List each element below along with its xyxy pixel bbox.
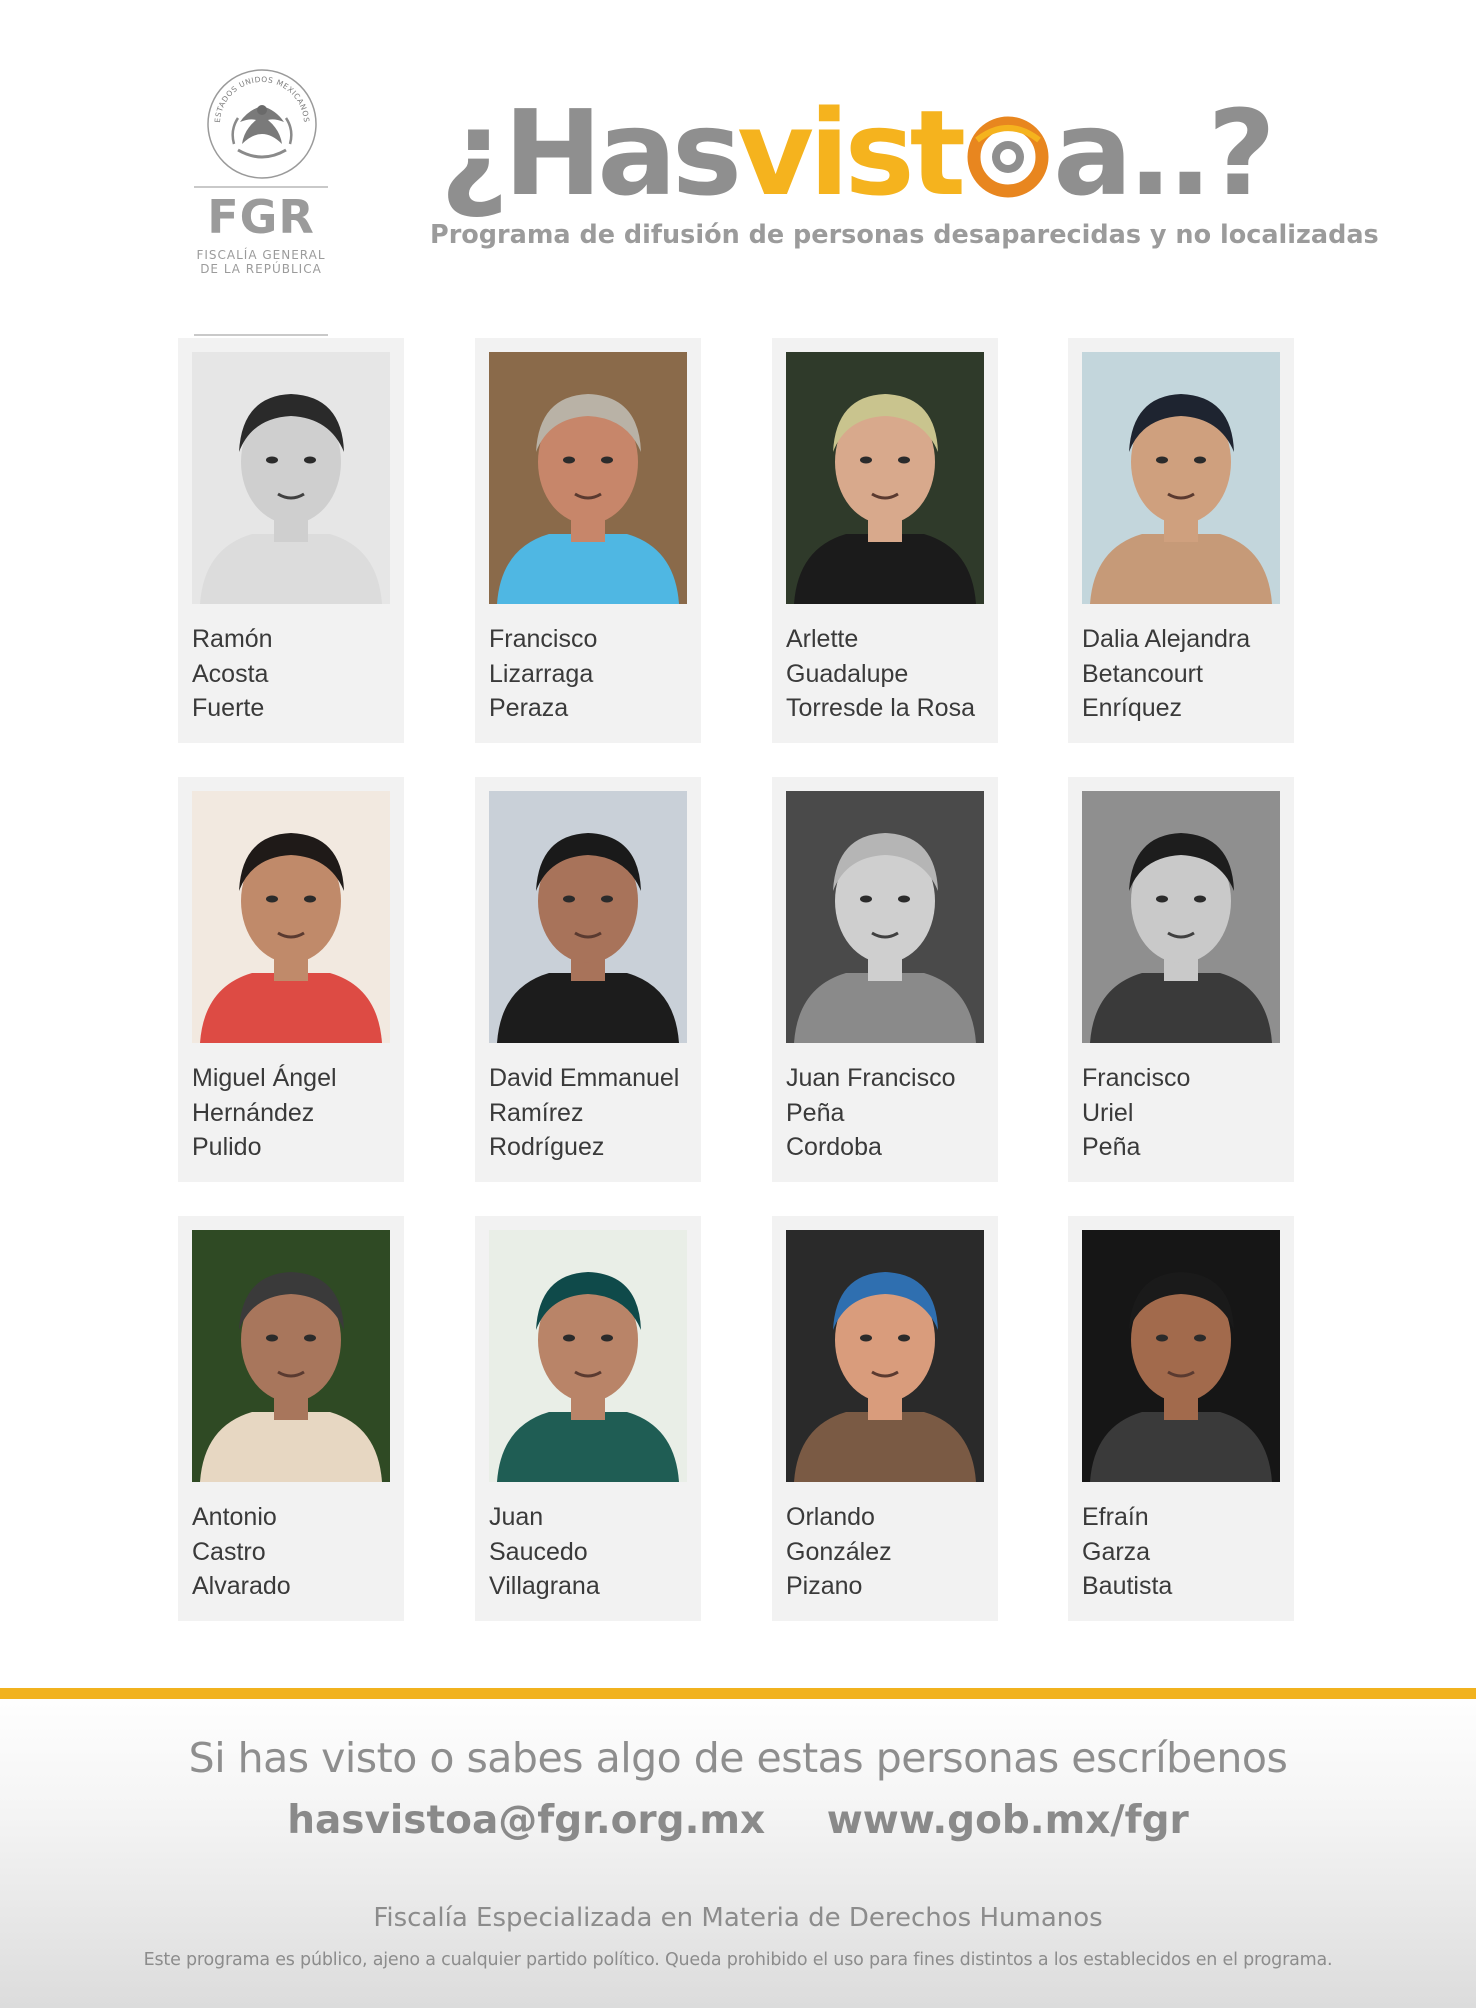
person-name-line: Dalia Alejandra	[1082, 625, 1251, 653]
person-card	[1068, 338, 1294, 743]
person-name	[786, 1500, 998, 1604]
person-name-line: Bautista	[1082, 1572, 1173, 1600]
person-name-line: Uriel	[1082, 1098, 1134, 1127]
person-name-line: Fuerte	[192, 694, 265, 722]
person-name-line: Francisco	[1082, 1064, 1191, 1092]
person-name-line: Antonio	[192, 1503, 277, 1531]
contact-info	[0, 1798, 1476, 1843]
person-photo	[1082, 791, 1280, 1043]
person-card	[475, 1216, 701, 1621]
logo-divider	[194, 186, 328, 188]
person-name-line: González	[786, 1537, 892, 1566]
portrait-illustration	[1082, 791, 1280, 1043]
contact-email-link[interactable]: hasvistoa@fgr.org.mx	[287, 1798, 766, 1843]
portrait-illustration	[489, 1230, 687, 1482]
person-photo	[192, 791, 390, 1043]
logo-subtitle-line-1: FISCALÍA GENERAL	[196, 248, 326, 262]
person-name-line: Betancourt	[1082, 659, 1203, 688]
person-name-line: Alvarado	[192, 1572, 291, 1600]
footer-accent-bar	[0, 1688, 1476, 1699]
program-tagline: Programa de difusión de personas desaparecidas y no localizadas	[430, 220, 1379, 250]
person-name-line: Pulido	[192, 1133, 262, 1161]
person-name-line: Orlando	[786, 1503, 875, 1531]
person-name	[1082, 622, 1294, 726]
person-name-line: Miguel Ángel	[192, 1064, 337, 1092]
person-name	[192, 1500, 404, 1604]
person-card	[475, 777, 701, 1182]
person-photo	[786, 791, 984, 1043]
person-photo	[489, 1230, 687, 1482]
title-part-has: ¿Has	[440, 84, 738, 222]
portrait-illustration	[1082, 352, 1280, 604]
person-card	[1068, 1216, 1294, 1621]
portrait-illustration	[489, 352, 687, 604]
person-name-line: Ramón	[192, 625, 273, 653]
portrait-illustration	[192, 791, 390, 1043]
person-card	[772, 777, 998, 1182]
person-photo	[192, 1230, 390, 1482]
contact-website-link[interactable]: www.gob.mx/fgr	[826, 1798, 1189, 1843]
person-photo	[786, 1230, 984, 1482]
title-part-a: a..?	[1053, 84, 1271, 222]
program-title	[440, 84, 1271, 222]
person-name-line: Francisco	[489, 625, 598, 653]
person-name	[489, 1061, 701, 1165]
eye-icon	[967, 116, 1049, 198]
person-photo	[489, 352, 687, 604]
portrait-illustration	[786, 352, 984, 604]
portrait-illustration	[1082, 1230, 1280, 1482]
person-name-line: Lizarraga	[489, 659, 594, 688]
person-photo	[489, 791, 687, 1043]
person-name	[786, 1061, 998, 1165]
portrait-illustration	[192, 352, 390, 604]
person-name-line: Juan	[489, 1503, 544, 1531]
portrait-illustration	[489, 791, 687, 1043]
person-name-line: Torresde la Rosa	[786, 694, 975, 722]
person-name-line: Saucedo	[489, 1537, 588, 1566]
person-name	[1082, 1061, 1294, 1165]
person-name	[192, 1061, 404, 1165]
person-name-line: Acosta	[192, 659, 269, 688]
person-photo	[1082, 1230, 1280, 1482]
person-name-line: Peraza	[489, 694, 569, 722]
fgr-logo	[190, 62, 332, 280]
seal-text: ESTADOS UNIDOS MEXICANOS	[212, 74, 312, 124]
person-name-line: Cordoba	[786, 1133, 882, 1161]
person-name-line: Peña	[1082, 1133, 1141, 1161]
person-card	[475, 338, 701, 743]
logo-subtitle-line-2: DE LA REPÚBLICA	[200, 262, 322, 276]
person-name	[489, 622, 701, 726]
portrait-illustration	[786, 1230, 984, 1482]
person-photo	[786, 352, 984, 604]
person-card	[1068, 777, 1294, 1182]
person-card	[178, 338, 404, 743]
person-name-line: Juan Francisco	[786, 1064, 956, 1092]
person-photo	[1082, 352, 1280, 604]
call-to-action: Si has visto o sabes algo de estas personas escríbenos	[188, 1734, 1288, 1782]
program-brand	[430, 84, 1379, 268]
office-name: Fiscalía Especializada en Materia de Derechos Humanos	[373, 1903, 1103, 1933]
person-card	[772, 1216, 998, 1621]
person-name-line: Rodríguez	[489, 1133, 605, 1161]
person-name	[192, 622, 404, 726]
mexican-seal-icon	[204, 66, 320, 182]
title-part-vist: vist	[737, 84, 962, 222]
person-name-line: Guadalupe	[786, 659, 909, 688]
portrait-illustration	[192, 1230, 390, 1482]
person-name	[1082, 1500, 1294, 1604]
person-name-line: Villagrana	[489, 1572, 600, 1600]
person-name	[786, 622, 998, 726]
person-name-line: Ramírez	[489, 1098, 584, 1127]
person-photo	[192, 352, 390, 604]
footer	[0, 1688, 1476, 2008]
person-name-line: Arlette	[786, 625, 859, 653]
logo-subtitle	[190, 248, 332, 276]
person-name-line: Efraín	[1082, 1503, 1149, 1531]
person-card	[178, 1216, 404, 1621]
person-card	[772, 338, 998, 743]
person-name-line: Hernández	[192, 1098, 315, 1127]
person-name-line: Enríquez	[1082, 694, 1183, 722]
legal-disclaimer: Este programa es público, ajeno a cualquier partido político. Queda prohibido el uso para fines distintos a los establecidos en el programa.	[143, 1950, 1333, 1970]
portrait-illustration	[786, 791, 984, 1043]
logo-abbreviation: FGR	[207, 190, 315, 244]
person-name	[489, 1500, 701, 1604]
person-name-line: Pizano	[786, 1572, 863, 1600]
logo-divider	[194, 334, 328, 336]
person-name-line: Castro	[192, 1537, 266, 1566]
person-name-line: Garza	[1082, 1537, 1151, 1566]
person-card	[178, 777, 404, 1182]
person-name-line: Peña	[786, 1098, 845, 1127]
person-name-line: David Emmanuel	[489, 1064, 680, 1092]
